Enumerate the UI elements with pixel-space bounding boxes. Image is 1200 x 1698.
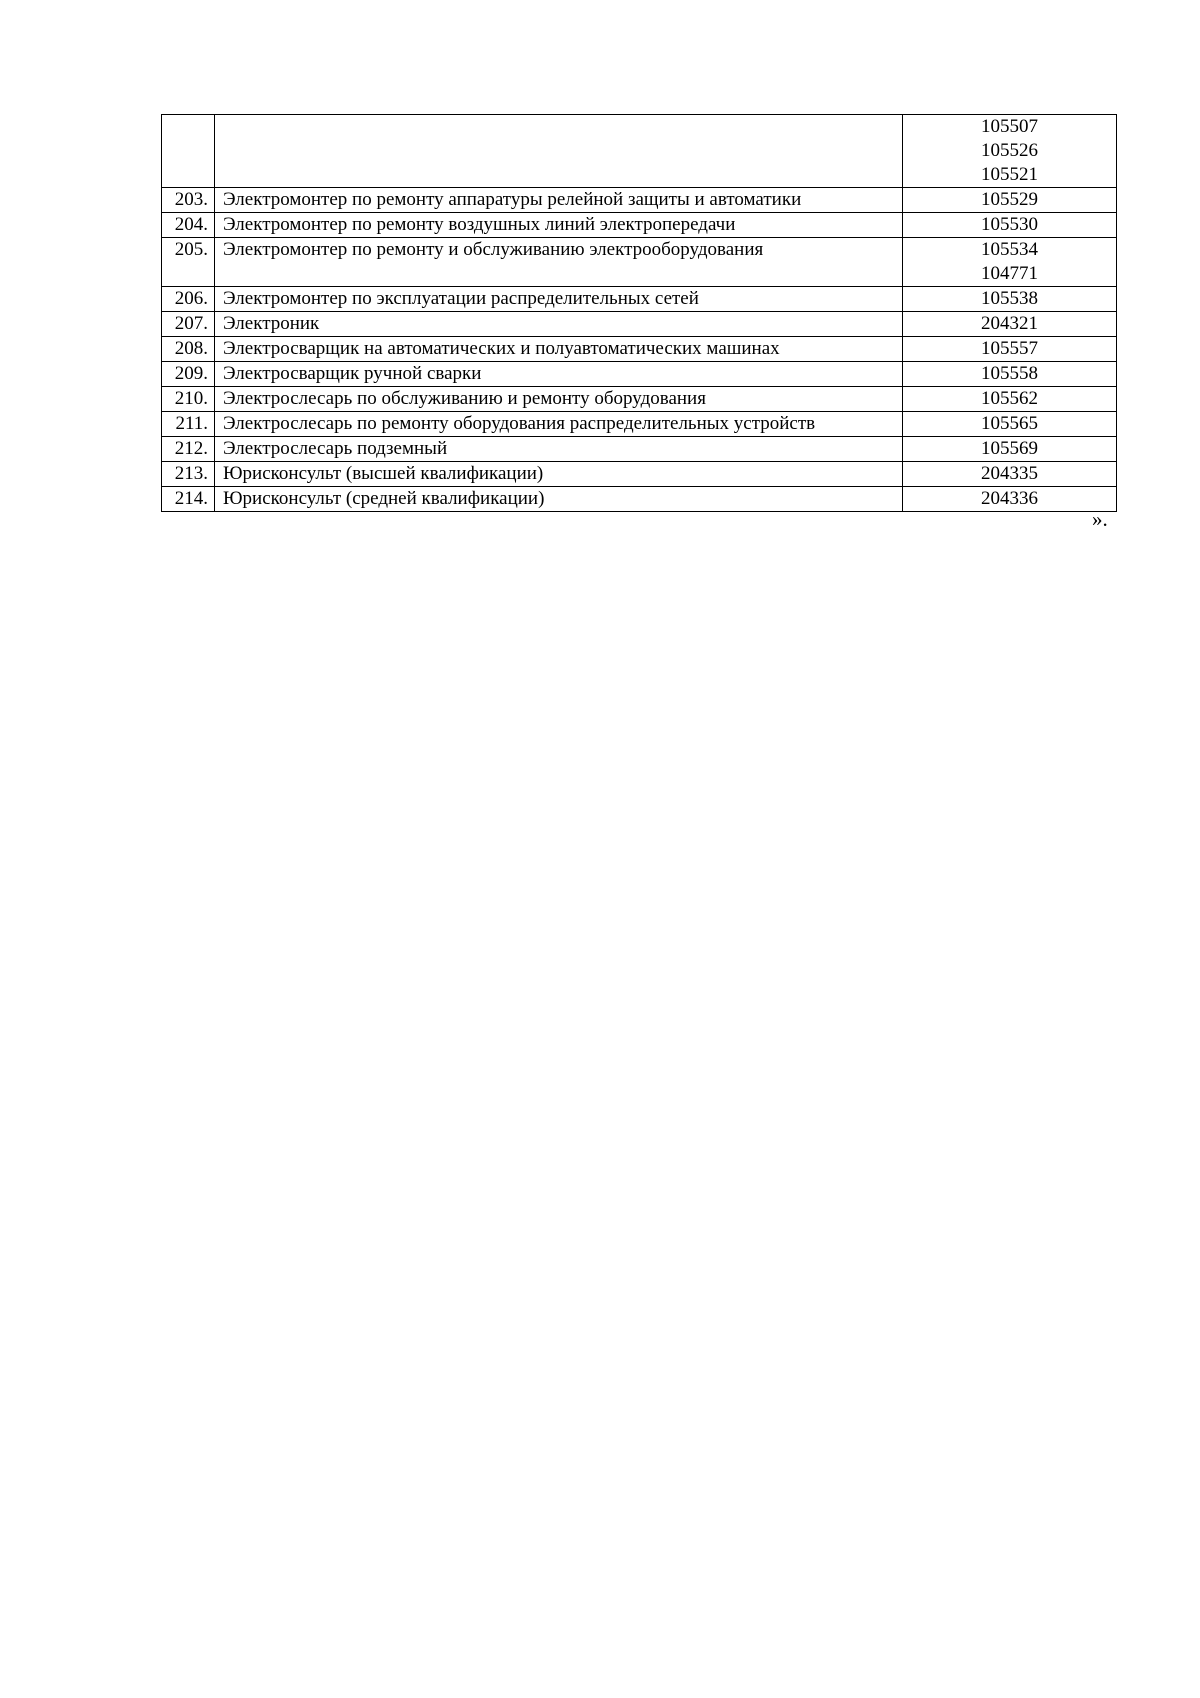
row-number: 210. (162, 387, 215, 412)
table-row (162, 462, 1117, 487)
profession-codes (903, 462, 1117, 487)
professions-table (161, 114, 1117, 512)
profession-code: 105562 (981, 388, 1038, 409)
profession-code: 105565 (981, 413, 1038, 434)
profession-codes (903, 287, 1117, 312)
profession-codes (903, 437, 1117, 462)
profession-codes (903, 188, 1117, 213)
row-number: 204. (162, 213, 215, 238)
profession-codes (903, 387, 1117, 412)
row-number: 211. (162, 412, 215, 437)
profession-code: 105529 (981, 189, 1038, 210)
profession-codes (903, 115, 1117, 188)
table-row (162, 238, 1117, 287)
profession-code: 105557 (981, 338, 1038, 359)
profession-code: 204321 (981, 313, 1038, 334)
profession-codes (903, 487, 1117, 512)
profession-codes (903, 238, 1117, 287)
profession-codes (903, 337, 1117, 362)
profession-name: Электросварщик ручной сварки (215, 362, 903, 387)
profession-code: 105558 (981, 363, 1038, 384)
profession-codes (903, 312, 1117, 337)
profession-codes (903, 412, 1117, 437)
profession-code: 204335 (981, 463, 1038, 484)
profession-name (215, 115, 903, 188)
table-row (162, 337, 1117, 362)
table-body (162, 115, 1117, 512)
profession-codes (903, 362, 1117, 387)
profession-name: Электросварщик на автоматических и полуавтоматических машинах (215, 337, 903, 362)
row-number: 213. (162, 462, 215, 487)
closing-quote-mark: ». (1092, 507, 1108, 531)
row-number: 205. (162, 238, 215, 287)
profession-code: 105534 (981, 239, 1038, 260)
profession-codes (903, 213, 1117, 238)
table-row (162, 188, 1117, 213)
table-row (162, 437, 1117, 462)
profession-name: Электроник (215, 312, 903, 337)
table-row (162, 387, 1117, 412)
table-row (162, 213, 1117, 238)
profession-name: Электрослесарь по обслуживанию и ремонту оборудования (215, 387, 903, 412)
profession-name: Электрослесарь подземный (215, 437, 903, 462)
profession-name: Электрослесарь по ремонту оборудования распределительных устройств (215, 412, 903, 437)
table-row (162, 412, 1117, 437)
row-number: 207. (162, 312, 215, 337)
row-number: 208. (162, 337, 215, 362)
profession-code: 105521 (981, 164, 1038, 185)
profession-name: Электромонтер по ремонту и обслуживанию электрооборудования (215, 238, 903, 287)
profession-name: Юрисконсульт (высшей квалификации) (215, 462, 903, 487)
profession-code: 105538 (981, 288, 1038, 309)
profession-name: Электромонтер по эксплуатации распределительных сетей (215, 287, 903, 312)
table-row (162, 115, 1117, 188)
profession-code: 204336 (981, 488, 1038, 509)
table-row (162, 487, 1117, 512)
table-row (162, 312, 1117, 337)
profession-code: 105530 (981, 214, 1038, 235)
table-row (162, 362, 1117, 387)
profession-name: Электромонтер по ремонту аппаратуры релейной защиты и автоматики (215, 188, 903, 213)
row-number: 203. (162, 188, 215, 213)
row-number: 209. (162, 362, 215, 387)
table-row (162, 287, 1117, 312)
profession-code: 105569 (981, 438, 1038, 459)
profession-name: Юрисконсульт (средней квалификации) (215, 487, 903, 512)
row-number: 206. (162, 287, 215, 312)
profession-code: 105526 (981, 140, 1038, 161)
profession-code: 105507 (981, 116, 1038, 137)
row-number: 212. (162, 437, 215, 462)
profession-code: 104771 (981, 263, 1038, 284)
row-number: 214. (162, 487, 215, 512)
profession-name: Электромонтер по ремонту воздушных линий электропередачи (215, 213, 903, 238)
row-number (162, 115, 215, 188)
